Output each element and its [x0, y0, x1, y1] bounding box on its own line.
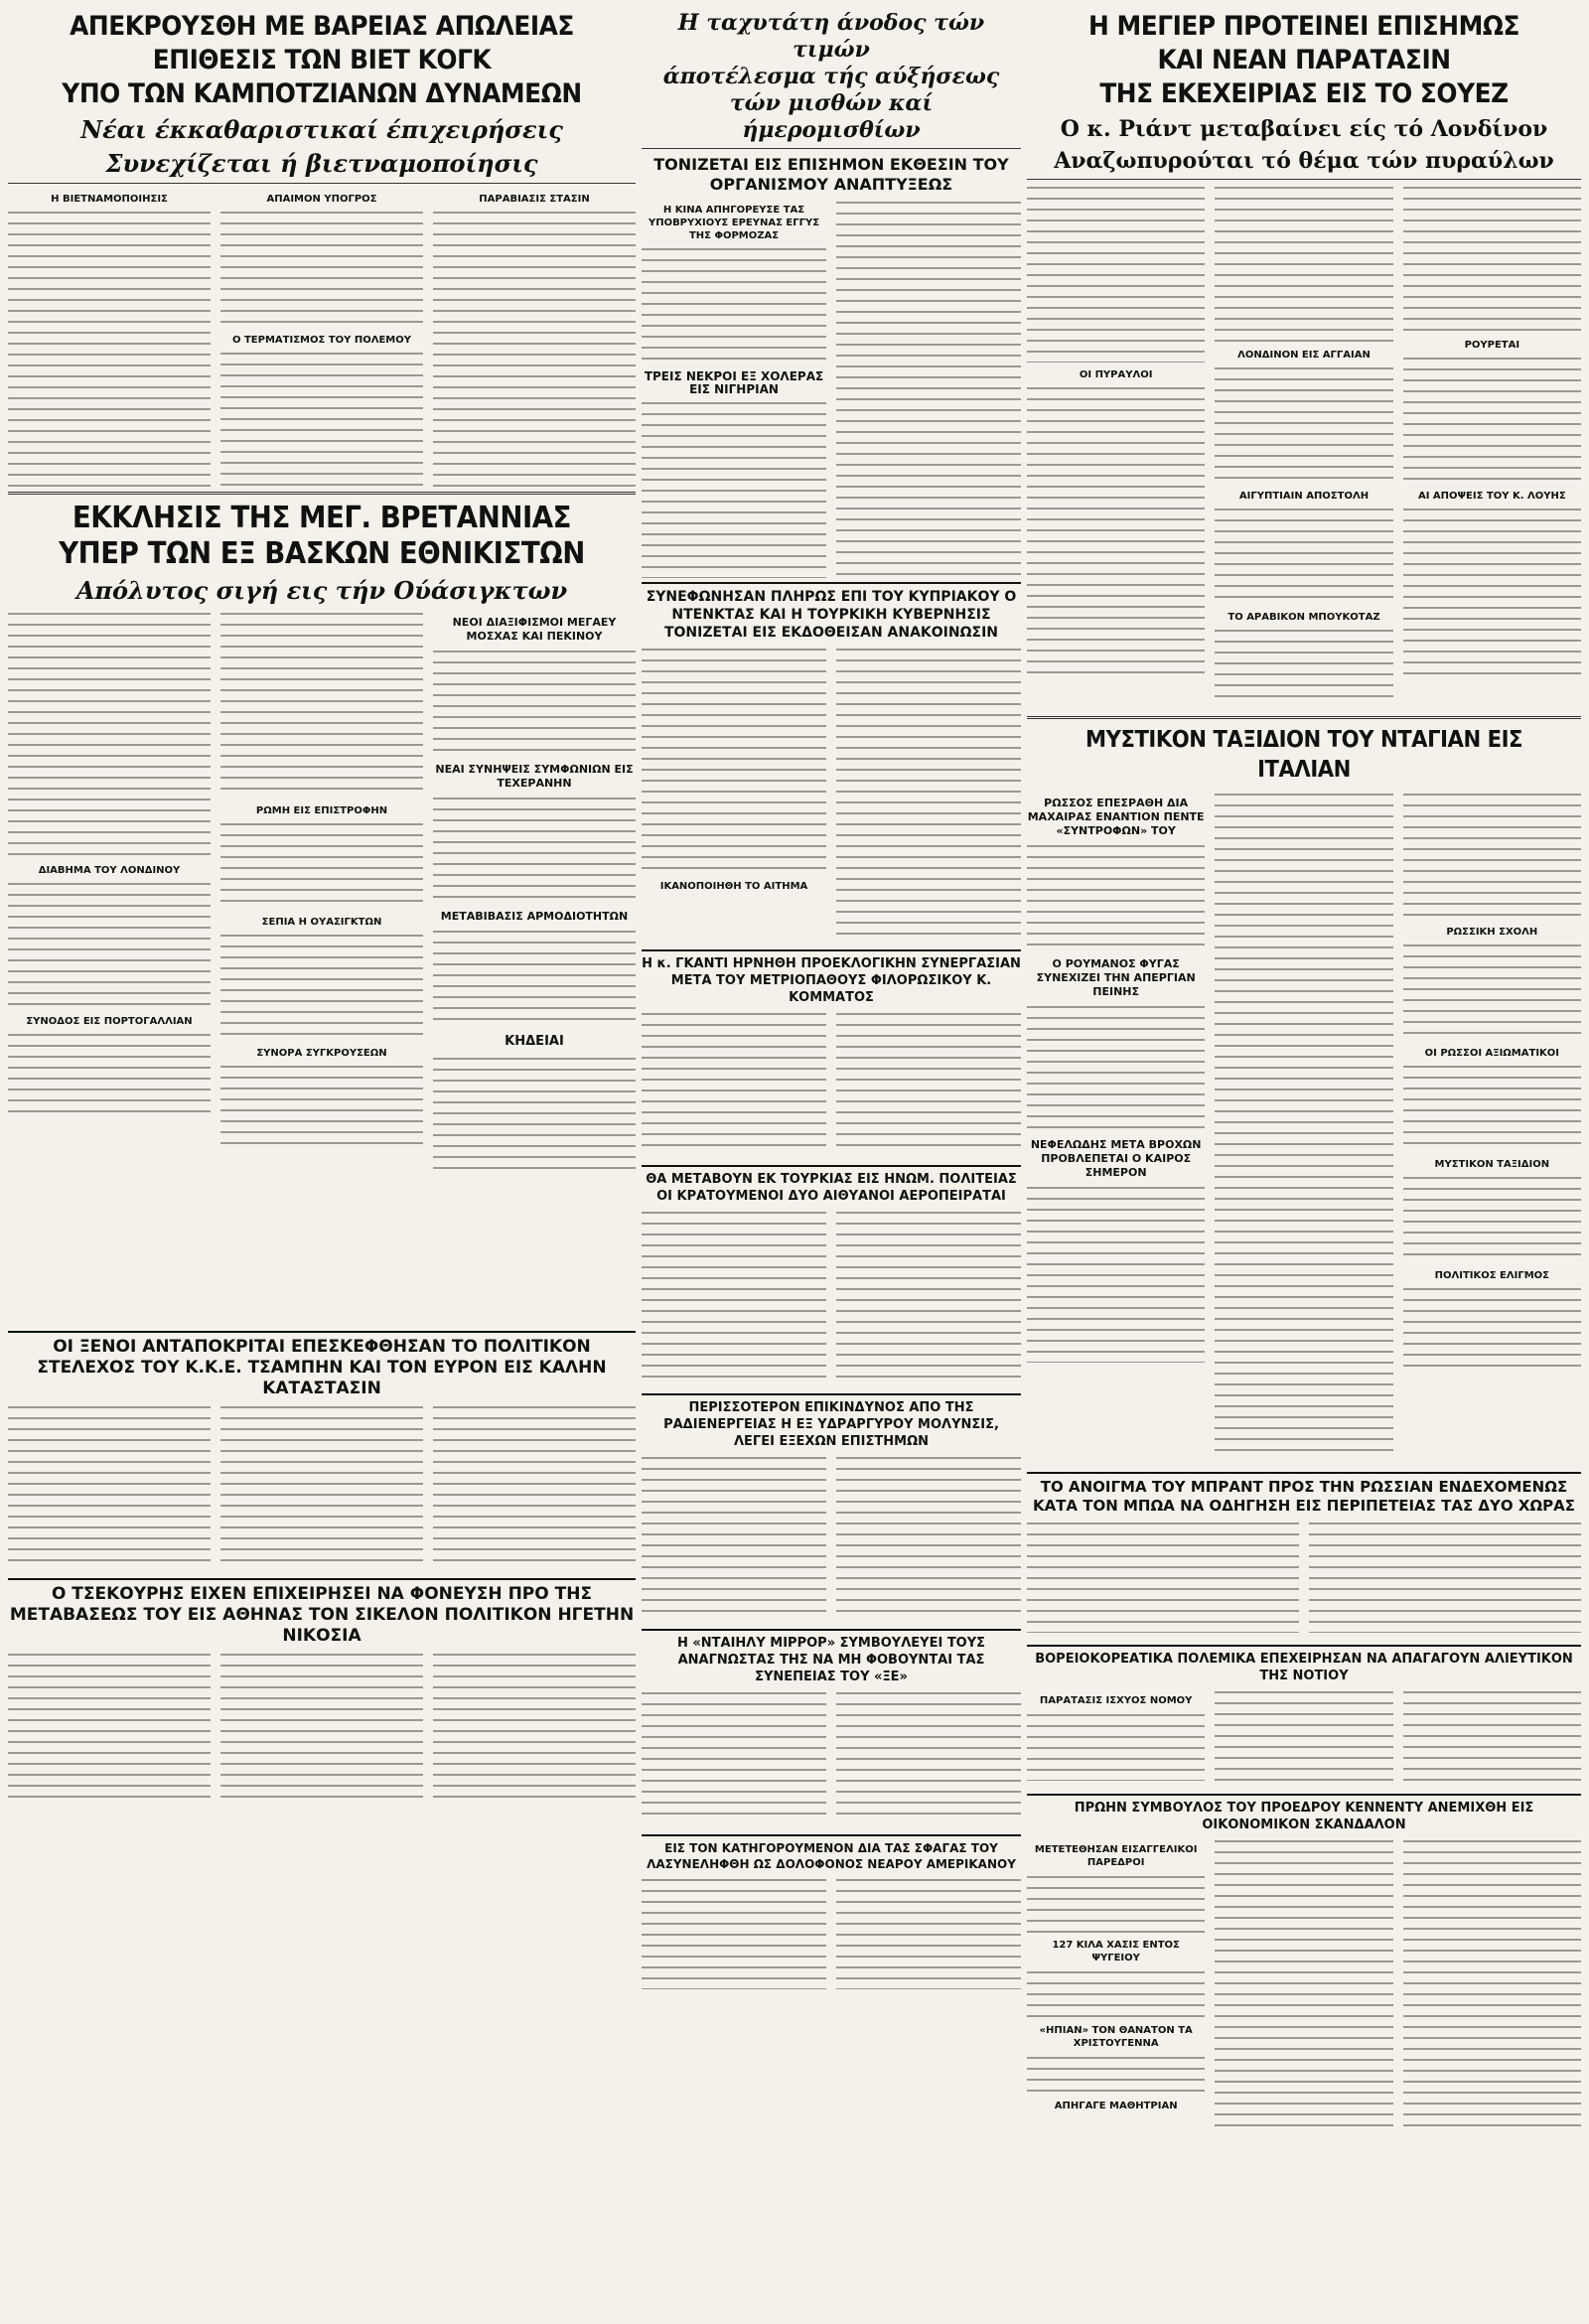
text-block — [836, 1010, 1021, 1153]
text-block — [642, 245, 826, 364]
headline-line: ΥΠΕΡ ΤΩΝ ΕΞ ΒΑΣΚΩΝ ΕΘΝΙΚΙΣΤΩΝ — [59, 536, 585, 571]
lead-headline — [642, 10, 1021, 144]
headline-line: ΑΠΕΚΡΟΥΣΘΗ ΜΕ ΒΑΡΕΙΑΣ ΑΠΩΛΕΙΑΣ — [70, 11, 574, 42]
headline-3: Η κ. ΓΚΑΝΤΙ ΗΡΝΗΘΗ ΠΡΟΕΚΛΟΓΙΚΗΝ ΣΥΝΕΡΓΑΣΙΑΝ ΜΕΤΑ ΤΟΥ ΜΕΤΡΙΟΠΑΘΟΥΣ ΦΙΛΟΡΩΣΙΚΟΥ Κ. ΚΟΜΜΑΤΟΣ — [642, 949, 1021, 1006]
text-block — [220, 932, 423, 1041]
subheadline: Συνεχίζεται ή βιετναμοποίησις — [105, 149, 538, 178]
column-right — [1027, 10, 1581, 2135]
article-body — [1027, 1520, 1581, 1639]
article-body — [8, 188, 636, 486]
text-block — [1215, 184, 1392, 343]
headline-6: Η «ΝΤΑΙΗΛΥ ΜΙΡΡΟΡ» ΣΥΜΒΟΥΛΕΥΕΙ ΤΟΥΣ ΑΝΑΓΝΩΣΤΑΣ ΤΗΣ ΝΑ ΜΗ ΦΟΒΟΥΝΤΑΙ ΤΑΣ ΣΥΝΕΠΕΙΑΣ ΤΟΥ «ΞΕ» — [642, 1629, 1021, 1685]
headline-line: Η ΜΕΓΙΕΡ ΠΡΟΤΕΙΝΕΙ ΕΠΙΣΗΜΩΣ — [1087, 11, 1520, 42]
section-head: ΑΠΑΙΜΟΝ ΥΠΟΓΡΟΣ — [266, 194, 377, 205]
divider — [642, 148, 1021, 149]
headline-2: ΜΥΣΤΙΚΟΝ ΤΑΞΙΔΙΟΝ ΤΟΥ ΝΤΑΓΙΑΝ ΕΙΣ ΙΤΑΛΙΑΝ — [1084, 727, 1523, 783]
text-block — [642, 1209, 826, 1381]
headline-5: ΠΡΩΗΝ ΣΥΜΒΟΥΛΟΣ ΤΟΥ ΠΡΟΕΔΡΟΥ ΚΕΝΝΕΝΤΥ ΑΝΕΜΙΧΘΗ ΕΙΣ ΟΙΚΟΝΟΜΙΚΟΝ ΣΚΑΝΔΑΛΟΝ — [1027, 1794, 1581, 1833]
divider — [8, 183, 636, 184]
headline-line: ΕΠΙΘΕΣΙΣ ΤΩΝ ΒΙΕΤ ΚΟΓΚ — [152, 45, 492, 75]
section-head: ΑΠΗΓΑΓΕ ΜΑΘΗΤΡΙΑΝ — [1054, 2101, 1178, 2111]
section-head: ΠΟΛΙΤΙΚΟΣ ΕΛΙΓΜΟΣ — [1434, 1270, 1550, 1281]
text-block — [433, 928, 636, 1027]
text-block — [1027, 842, 1205, 951]
section-head: ΑΙ ΑΠΟΨΕΙΣ ΤΟΥ Κ. ΛΟΥΗΣ — [1417, 491, 1566, 502]
section-head: ΝΕΑΙ ΣΥΝΗΨΕΙΣ ΣΥΜΦΩΝΙΩΝ ΕΙΣ ΤΕΧΕΡΑΝΗΝ — [435, 763, 634, 790]
text-block — [433, 1055, 636, 1174]
text-block — [836, 199, 1021, 578]
headline-line: ΥΠΟ ΤΩΝ ΚΑΜΠΟΤΖΙΑΝΩΝ ΔΥΝΑΜΕΩΝ — [62, 78, 582, 109]
article-body — [1027, 791, 1581, 1466]
article-body — [642, 1454, 1021, 1623]
headline-line: ΚΑΙ ΝΕΑΝ ΠΑΡΑΤΑΣΙΝ — [1157, 45, 1451, 75]
text-block — [220, 209, 423, 328]
text-block — [8, 1651, 211, 1804]
section-head: ΑΙΓΥΠΤΙΑΙΝ ΑΠΟΣΤΟΛΗ — [1238, 491, 1370, 502]
headline-line: άποτέλεσμα τής αύξήσεως — [662, 64, 1000, 89]
text-block — [1215, 364, 1392, 484]
text-block — [433, 1403, 636, 1566]
text-block — [1027, 1873, 1205, 1933]
text-block — [1403, 355, 1581, 484]
text-block — [220, 1403, 423, 1566]
column-middle — [642, 10, 1021, 1995]
text-block — [1027, 1711, 1205, 1781]
section-head: Ο ΡΟΥΜΑΝΟΣ ΦΥΓΑΣ ΣΥΝΕΧΙΖΕΙ ΤΗΝ ΑΠΕΡΓΙΑΝ ΠΕΙΝΗΣ — [1036, 957, 1196, 998]
text-block — [1027, 1003, 1205, 1132]
text-block — [642, 1876, 826, 1989]
text-block — [1027, 1968, 1205, 2018]
section-head: ΜΕΤΑΒΙΒΑΣΙΣ ΑΡΜΟΔΙΟΤΗΤΩΝ — [440, 910, 629, 923]
lead-headline — [1049, 10, 1558, 111]
section-head: ΛΟΝΔΙΝΟΝ ΕΙΣ ΑΓΓΑΙΑΝ — [1237, 350, 1371, 361]
text-block — [1403, 1285, 1581, 1375]
text-block — [220, 1651, 423, 1804]
text-block — [1215, 1837, 1392, 2129]
section-head: ΤΡΕΙΣ ΝΕΚΡΟΙ ΕΞ ΧΟΛΕΡΑΣ ΕΙΣ ΝΙΓΗΡΙΑΝ — [644, 369, 824, 396]
headline-2 — [33, 501, 610, 572]
section-head: ΡΩΜΗ ΕΙΣ ΕΠΙΣΤΡΟΦΗΝ — [255, 805, 388, 816]
section-head: ΡΟΥΡΕΤΑΙ — [1464, 340, 1520, 351]
headline-4: Ο ΤΣΕΚΟΥΡΗΣ ΕΙΧΕΝ ΕΠΙΧΕΙΡΗΣΕΙ ΝΑ ΦΟΝΕΥΣΗ ΠΡΟ ΤΗΣ ΜΕΤΑΒΑΣΕΩΣ ΤΟΥ ΕΙΣ ΑΘΗΝΑΣ ΤΟΝ ΣΙΚΕΛΟΝ ΠΟΛΙΤΙΚΟΝ ΗΓΕΤΗΝ ΝΙΚΟΣΙΑ — [8, 1578, 636, 1647]
section-head: ΠΑΡΑΤΑΣΙΣ ΙΣΧΥΟΣ ΝΟΜΟΥ — [1039, 1695, 1193, 1706]
section-head: ΝΕΦΕΛΩΔΗΣ ΜΕΤΑ ΒΡΟΧΩΝ ΠΡΟΒΛΕΠΕΤΑΙ Ο ΚΑΙΡΟΣ ΣΗΜΕΡΟΝ — [1030, 1138, 1202, 1179]
text-block — [1215, 627, 1392, 706]
text-block — [1309, 1520, 1581, 1633]
section-head: ΠΑΡΑΒΙΑΣΙΣ ΣΤΑΣΙΝ — [479, 194, 590, 205]
article-body — [642, 646, 1021, 944]
text-block — [220, 1063, 423, 1152]
section-head: Η ΒΙΕΤΝΑΜΟΠΟΙΗΣΙΣ — [51, 194, 168, 205]
text-block — [1403, 1063, 1581, 1152]
text-block — [8, 610, 211, 858]
text-block — [1403, 506, 1581, 674]
subheadline: Αναζωπυρούται τό θέμα τών πυραύλων — [1054, 148, 1554, 174]
text-block — [1215, 791, 1392, 1460]
text-block — [1403, 1174, 1581, 1263]
headline-line: ΕΚΚΛΗΣΙΣ ΤΗΣ ΜΕΓ. ΒΡΕΤΑΝΝΙΑΣ — [72, 501, 572, 535]
text-block — [8, 1031, 211, 1120]
article-body — [642, 1876, 1021, 1995]
section-head: ΤΟ ΑΡΑΒΙΚΟΝ ΜΠΟΥΚΟΤΑΖ — [1228, 612, 1380, 623]
article-body — [1027, 184, 1581, 710]
headline-line: Η ταχυτάτη άνοδος τών τιμών — [677, 10, 985, 63]
section-head: ΣΕΠΙΑ Η ΟΥΑΣΙΓΚΤΩΝ — [261, 917, 382, 928]
text-block — [642, 1010, 826, 1153]
headline-4: ΒΟΡΕΙΟΚΟΡΕΑΤΙΚΑ ΠΟΛΕΜΙΚΑ ΕΠΕΧΕΙΡΗΣΑΝ ΝΑ ΑΠΑΓΑΓΟΥΝ ΑΛΙΕΥΤΙΚΟΝ ΤΗΣ ΝΟΤΙΟΥ — [1027, 1645, 1581, 1684]
subheadline: Νέαι έκκαθαριστικαί έπιχειρήσεις — [80, 115, 563, 144]
headline-line: τών μισθών καί ήμερομισθίων — [729, 90, 934, 143]
article-body — [8, 1651, 636, 1810]
subheadline: Απόλυτος σιγή εις τήν Ούάσιγκτων — [75, 576, 568, 605]
section-head: ΚΗΔΕΙΑΙ — [505, 1034, 564, 1049]
text-block — [8, 1403, 211, 1566]
subheadline: Ο κ. Ριάντ μεταβαίνει είς τό Λονδίνον — [1060, 116, 1548, 142]
text-block — [1027, 184, 1205, 363]
headline-line: ΤΗΣ ΕΚΕΧΕΙΡΙΑΣ ΕΙΣ ΤΟ ΣΟΥΕΖ — [1099, 78, 1509, 109]
text-block — [836, 1689, 1021, 1822]
section-head: ΜΕΤΕΤΕΘΗΣΑΝ ΕΙΣΑΓΓΕΛΙΚΟΙ ΠΑΡΕΔΡΟΙ — [1034, 1844, 1198, 1868]
text-block — [8, 880, 211, 1009]
headline-2: ΣΥΝΕΦΩΝΗΣΑΝ ΠΛΗΡΩΣ ΕΠΙ ΤΟΥ ΚΥΠΡΙΑΚΟΥ Ο ΝΤΕΝΚΤΑΣ ΚΑΙ Η ΤΟΥΡΚΙΚΗ ΚΥΒΕΡΝΗΣΙΣ ΤΟΝΙΖΕΤΑΙ ΕΙΣ ΕΚΔΟΘΕΙΣΑΝ ΑΝΑΚΟΙΝΩΣΙΝ — [642, 582, 1021, 642]
article-body — [642, 1209, 1021, 1387]
text-block — [433, 209, 636, 487]
text-block — [642, 1689, 826, 1822]
text-block — [433, 648, 636, 757]
text-block — [220, 610, 423, 799]
article-body — [642, 1689, 1021, 1828]
text-block — [642, 399, 826, 578]
text-block — [1403, 942, 1581, 1041]
article-body — [1027, 1837, 1581, 2135]
section-head: ΜΥΣΤΙΚΟΝ ΤΑΞΙΔΙΟΝ — [1434, 1159, 1550, 1170]
text-block — [836, 1454, 1021, 1617]
divider — [1027, 716, 1581, 719]
text-block — [836, 1209, 1021, 1381]
section-head: ΔΙΑΒΗΜΑ ΤΟΥ ΛΟΝΔΙΝΟΥ — [38, 865, 181, 876]
text-block — [8, 209, 211, 487]
deck: ΤΟΝΙΖΕΤΑΙ ΕΙΣ ΕΠΙΣΗΜΟΝ ΕΚΘΕΣΙΝ ΤΟΥ ΟΡΓΑΝΙΣΜΟΥ ΑΝΑΠΤΥΞΕΩΣ — [653, 155, 1009, 194]
section-head: ΣΥΝΟΔΟΣ ΕΙΣ ΠΟΡΤΟΓΑΛΛΙΑΝ — [26, 1016, 193, 1027]
headline-5: ΠΕΡΙΣΣΟΤΕΡΟΝ ΕΠΙΚΙΝΔΥΝΟΣ ΑΠΟ ΤΗΣ ΡΑΔΙΕΝΕΡΓΕΙΑΣ Η ΕΞ ΥΔΡΑΡΓΥΡΟΥ ΜΟΛΥΝΣΙΣ, ΛΕΓΕΙ ΕΞΕΧΩΝ ΕΠΙΣΤΗΜΩΝ — [642, 1393, 1021, 1450]
article-body — [642, 199, 1021, 576]
divider — [1027, 179, 1581, 180]
section-head: «ΗΠΙΑΝ» ΤΟΝ ΘΑΝΑΤΟΝ ΤΑ ΧΡΙΣΤΟΥΓΕΝΝΑ — [1039, 2025, 1193, 2049]
text-block — [1403, 184, 1581, 333]
text-block — [1027, 1184, 1205, 1363]
section-head: ΡΩΣΣΙΚΗ ΣΧΟΛΗ — [1446, 927, 1538, 938]
text-block — [220, 350, 423, 489]
column-left — [8, 10, 636, 1810]
text-block — [1403, 791, 1581, 920]
section-head: ΝΕΟΙ ΔΙΑΞΙΦΙΣΜΟΙ ΜΕΓΑΕΥ ΜΟΣΧΑΣ ΚΑΙ ΠΕΚΙΝΟΥ — [452, 616, 617, 643]
article-body — [1027, 1688, 1581, 1788]
text-block — [642, 1454, 826, 1617]
lead-headline — [33, 10, 610, 111]
text-block — [433, 1651, 636, 1804]
text-block — [220, 820, 423, 910]
section-head: ΟΙ ΠΥΡΑΥΛΟΙ — [1079, 369, 1153, 380]
section-head: 127 ΚΙΛΑ ΧΑΣΙΣ ΕΝΤΟΣ ΨΥΓΕΙΟΥ — [1052, 1940, 1180, 1963]
article-body — [8, 610, 636, 1325]
text-block — [1027, 384, 1205, 682]
section-head: ΙΚΑΝΟΠΟΙΗΘΗ ΤΟ ΑΙΤΗΜΑ — [659, 881, 808, 892]
text-block — [836, 646, 1021, 938]
text-block — [836, 1876, 1021, 1989]
article-body — [8, 1403, 636, 1572]
section-head: ΟΙ ΡΩΣΣΟΙ ΑΞΙΩΜΑΤΙΚΟΙ — [1424, 1048, 1560, 1059]
section-head: ΣΥΝΟΡΑ ΣΥΓΚΡΟΥΣΕΩΝ — [256, 1048, 387, 1059]
section-head: Ο ΤΕΡΜΑΤΙΣΜΟΣ ΤΟΥ ΠΟΛΕΜΟΥ — [232, 335, 411, 346]
headline-3: ΤΟ ΑΝΟΙΓΜΑ ΤΟΥ ΜΠΡΑΝΤ ΠΡΟΣ ΤΗΝ ΡΩΣΣΙΑΝ ΕΝΔΕΧΟΜΕΝΩΣ ΚΑΤΑ ΤΟΝ ΜΠΩΑ ΝΑ ΟΔΗΓΗΣΗ ΕΙΣ ΠΕΡΙΠΕΤΕΙΑΣ ΤΑΣ ΔΥΟ ΧΩΡΑΣ — [1027, 1472, 1581, 1516]
article-body — [642, 1010, 1021, 1159]
section-head: Η ΚΙΝΑ ΑΠΗΓΟΡΕΥΣΕ ΤΑΣ ΥΠΟΒΡΥΧΙΟΥΣ ΕΡΕΥΝΑΣ ΕΓΓΥΣ ΤΗΣ ΦΟΡΜΟΖΑΣ — [648, 205, 820, 241]
text-block — [1403, 1837, 1581, 2129]
section-head: ΡΩΣΣΟΣ ΕΠΕΣΡΑΘΗ ΔΙΑ ΜΑΧΑΙΡΑΣ ΕΝΑΝΤΙΟΝ ΠΕΝΤΕ «ΣΥΝΤΡΟΦΩΝ» ΤΟΥ — [1027, 797, 1205, 837]
text-block — [1403, 1688, 1581, 1782]
headline-3: ΟΙ ΞΕΝΟΙ ΑΝΤΑΠΟΚΡΙΤΑΙ ΕΠΕΣΚΕΦΘΗΣΑΝ ΤΟ ΠΟΛΙΤΙΚΟΝ ΣΤΕΛΕΧΟΣ ΤΟΥ Κ.Κ.Ε. ΤΣΑΜΠΗΝ ΚΑΙ ΤΟΝ ΕΥΡΟΝ ΕΙΣ ΚΑΛΗΝ ΚΑΤΑΣΤΑΣΙΝ — [8, 1331, 636, 1399]
headline-7: ΕΙΣ ΤΟΝ ΚΑΤΗΓΟΡΟΥΜΕΝΟΝ ΔΙΑ ΤΑΣ ΣΦΑΓΑΣ ΤΟΥ ΛΑΣΥΝΕΛΗΦΘΗ ΩΣ ΔΟΛΟΦΟΝΟΣ ΝΕΑΡΟΥ ΑΜΕΡΙΚΑΝΟΥ — [642, 1834, 1021, 1872]
headline-4: ΘΑ ΜΕΤΑΒΟΥΝ ΕΚ ΤΟΥΡΚΙΑΣ ΕΙΣ ΗΝΩΜ. ΠΟΛΙΤΕΙΑΣ ΟΙ ΚΡΑΤΟΥΜΕΝΟΙ ΔΥΟ ΑΙΘΥΑΝΟΙ ΑΕΡΟΠΕΙΡΑΤΑΙ — [642, 1165, 1021, 1205]
text-block — [1215, 1688, 1392, 1782]
text-block — [1027, 1520, 1299, 1633]
text-block — [642, 646, 826, 874]
text-block — [433, 795, 636, 904]
text-block — [1215, 506, 1392, 605]
text-block — [1027, 2054, 1205, 2094]
